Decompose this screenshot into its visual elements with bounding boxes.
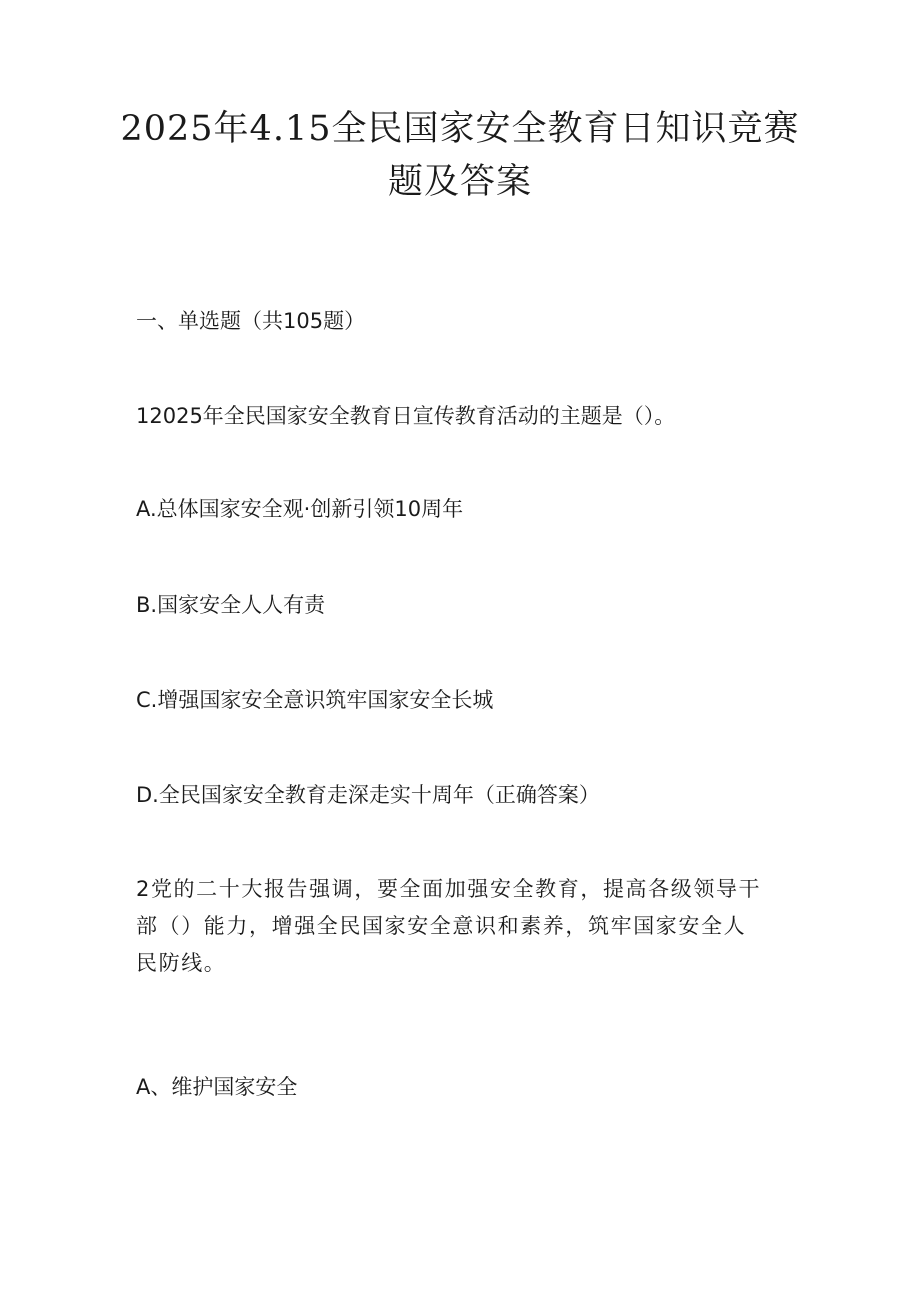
question-1-text: 12025年全民国家安全教育日宣传教育活动的主题是（）。 bbox=[136, 404, 676, 428]
title-line-2: 题及答案 bbox=[387, 162, 532, 202]
question-1-option-d: D.全民国家安全教育走深走实十周年（正确答案） bbox=[136, 783, 600, 807]
question-1-option-a: A.总体国家安全观·创新引领10周年 bbox=[136, 497, 464, 521]
question-1-option-b: B.国家安全人人有责 bbox=[136, 593, 326, 617]
question-2-text bbox=[136, 871, 786, 982]
section-heading: 一、单选题（共105题） bbox=[136, 309, 366, 333]
question-2-line-2: 部（）能力，增强全民国家安全意识和素养，筑牢国家安全人 bbox=[136, 914, 747, 938]
question-2-line-3: 民防线。 bbox=[136, 951, 227, 975]
question-1-option-c: C.增强国家安全意识筑牢国家安全长城 bbox=[136, 688, 494, 712]
document-title bbox=[120, 103, 800, 209]
title-line-1: 2025年4.15全民国家安全教育日知识竞赛 bbox=[120, 109, 800, 149]
question-2-line-1: 2党的二十大报告强调，要全面加强安全教育，提高各级领导干 bbox=[136, 877, 762, 901]
question-2-option-a: A、维护国家安全 bbox=[136, 1075, 298, 1099]
